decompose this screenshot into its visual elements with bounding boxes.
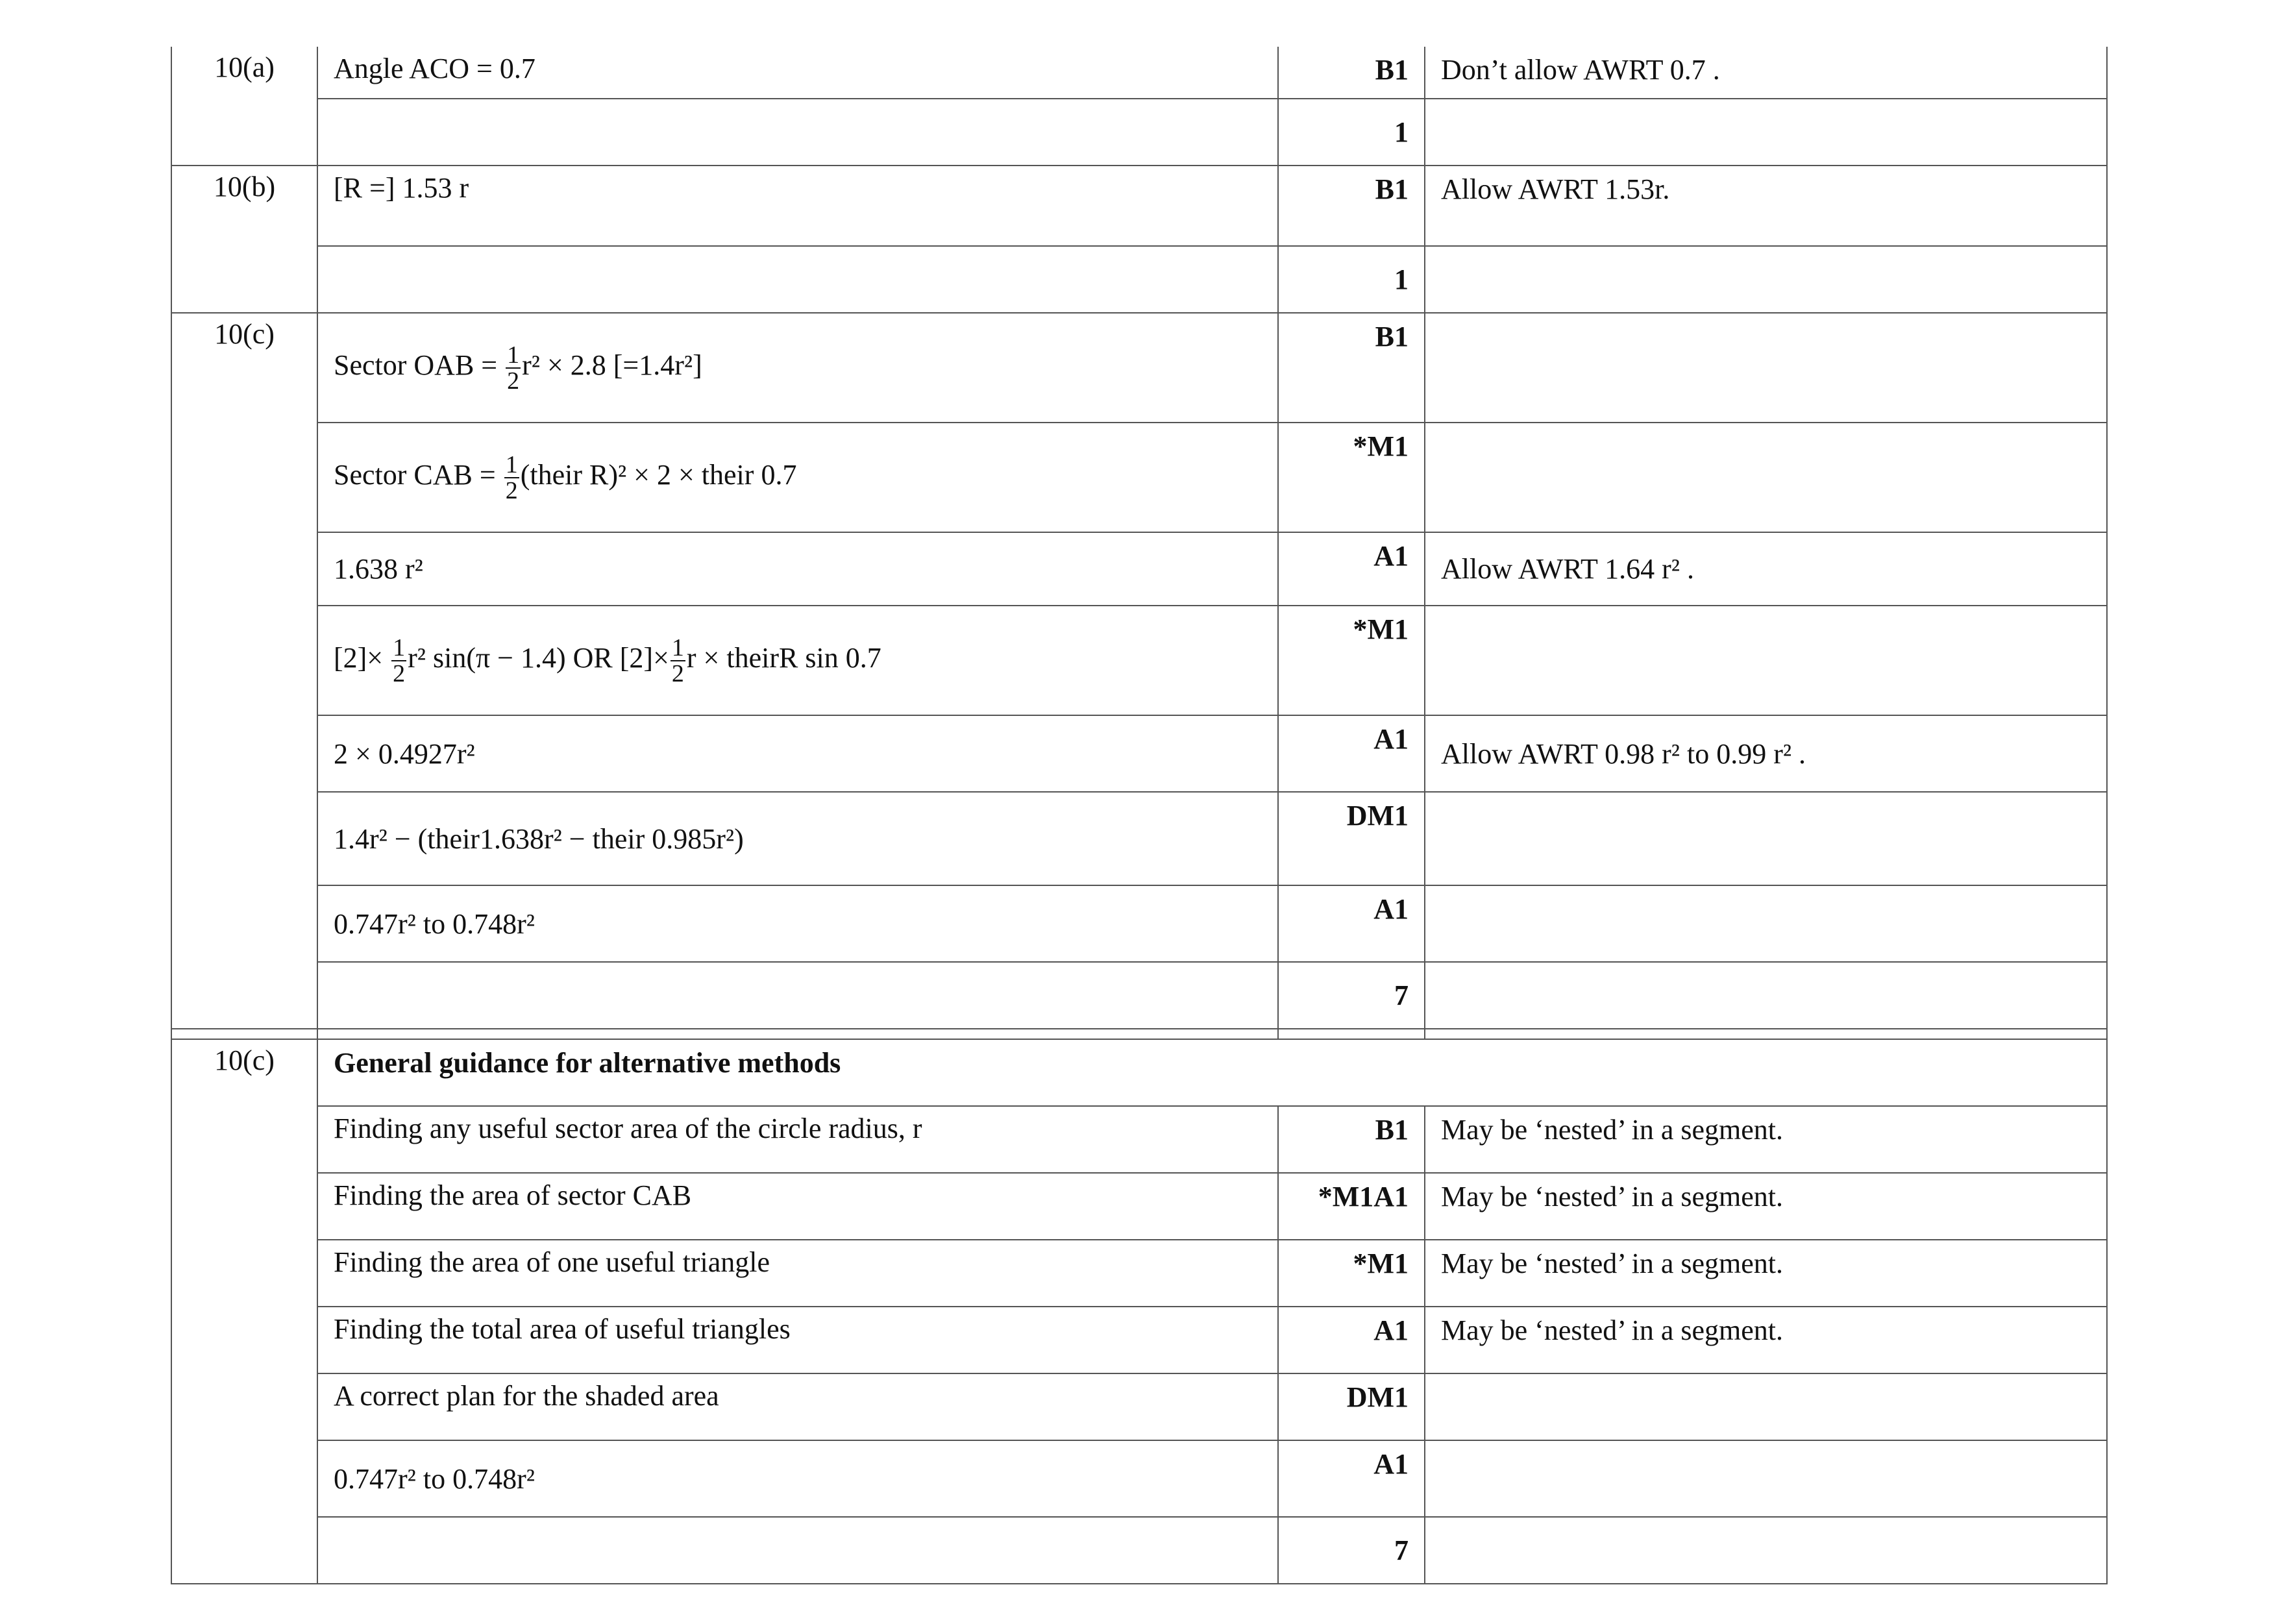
- mark-scheme-table: [171, 47, 2108, 1584]
- table-row: [171, 606, 2107, 715]
- answer-cell: Angle ACO = 0.7: [317, 47, 1278, 99]
- mark-cell: *M1: [1278, 1240, 1425, 1307]
- table-row: [171, 792, 2107, 885]
- mark-cell: A1: [1278, 885, 1425, 962]
- fraction: $\frac{1}{2}$: [671, 634, 684, 687]
- table-row: [171, 313, 2107, 423]
- question-number: 10(a): [171, 47, 317, 99]
- guidance-cell: May be ‘nested’ in a segment.: [1425, 1307, 2107, 1373]
- fraction: $\frac{1}{2}$: [507, 341, 520, 395]
- table-row: [171, 166, 2107, 246]
- mark-cell: A1: [1278, 1440, 1425, 1517]
- answer-cell: Finding the area of one useful triangle: [317, 1240, 1278, 1307]
- mark-cell: *M1A1: [1278, 1173, 1425, 1240]
- table-row: [171, 1307, 2107, 1373]
- table-row: [171, 47, 2107, 99]
- total-mark: 1: [1278, 246, 1425, 313]
- fraction: $\frac{1}{2}$: [505, 450, 518, 504]
- answer-cell: A correct plan for the shaded area: [317, 1373, 1278, 1440]
- total-mark: 7: [1278, 1517, 1425, 1584]
- guidance-cell: [1425, 1373, 2107, 1440]
- answer-cell: Sector OAB = $\frac{1}{2}$ r² × 2.8 [=1.4r²]: [317, 313, 1278, 423]
- mark-cell: *M1: [1278, 423, 1425, 532]
- mark-cell: B1: [1278, 166, 1425, 246]
- answer-cell: Finding the area of sector CAB: [317, 1173, 1278, 1240]
- mark-cell: DM1: [1278, 792, 1425, 885]
- table-row: [171, 1106, 2107, 1173]
- table-row: [171, 885, 2107, 962]
- answer-cell: Finding any useful sector area of the circle radius, r: [317, 1106, 1278, 1173]
- mark-cell: B1: [1278, 47, 1425, 99]
- guidance-cell: Don’t allow AWRT 0.7 .: [1425, 47, 2107, 99]
- mark-cell: DM1: [1278, 1373, 1425, 1440]
- question-number: 10(c): [171, 313, 317, 423]
- answer-cell: 2 × 0.4927r²: [317, 715, 1278, 792]
- answer-cell: 1.638 r²: [317, 532, 1278, 606]
- table-row: [171, 246, 2107, 313]
- answer-cell: 0.747r² to 0.748r²: [317, 1440, 1278, 1517]
- guidance-cell: May be ‘nested’ in a segment.: [1425, 1173, 2107, 1240]
- table-row: [171, 715, 2107, 792]
- guidance-cell: [1425, 792, 2107, 885]
- guidance-cell: Allow AWRT 1.64 r² .: [1425, 532, 2107, 606]
- mark-cell: B1: [1278, 313, 1425, 423]
- mark-cell: A1: [1278, 715, 1425, 792]
- guidance-cell: [1425, 606, 2107, 715]
- guidance-cell: [1425, 313, 2107, 423]
- total-mark: 1: [1278, 99, 1425, 166]
- table-row: [171, 532, 2107, 606]
- total-mark: 7: [1278, 962, 1425, 1029]
- table-row: [171, 1173, 2107, 1240]
- table-row: [171, 1373, 2107, 1440]
- guidance-cell: [1425, 423, 2107, 532]
- answer-cell: [2]× $\frac{1}{2}$ r² sin(π − 1.4) OR [2]× $\frac{1}{2}$ r × theirR sin 0.7: [317, 606, 1278, 715]
- guidance-cell: [1425, 1440, 2107, 1517]
- answer-cell: 0.747r² to 0.748r²: [317, 885, 1278, 962]
- guidance-header: General guidance for alternative methods: [317, 1039, 2107, 1106]
- table-row: [171, 1039, 2107, 1106]
- guidance-cell: [1425, 885, 2107, 962]
- answer-cell: [R =] 1.53 r: [317, 166, 1278, 246]
- answer-cell: Sector CAB = $\frac{1}{2}$ (their R)² × 2 × their 0.7: [317, 423, 1278, 532]
- answer-cell: 1.4r² − (their1.638r² − their 0.985r²): [317, 792, 1278, 885]
- mark-cell: A1: [1278, 532, 1425, 606]
- table-row: [171, 99, 2107, 166]
- guidance-cell: May be ‘nested’ in a segment.: [1425, 1240, 2107, 1307]
- table-row: [171, 423, 2107, 532]
- guidance-cell: May be ‘nested’ in a segment.: [1425, 1106, 2107, 1173]
- question-number: 10(c): [171, 1039, 317, 1106]
- table-row: [171, 962, 2107, 1029]
- mark-cell: *M1: [1278, 606, 1425, 715]
- table-row: [171, 1517, 2107, 1584]
- table-row: [171, 1240, 2107, 1307]
- table-row: [171, 1440, 2107, 1517]
- answer-cell: Finding the total area of useful triangles: [317, 1307, 1278, 1373]
- section-divider: [171, 1029, 2107, 1039]
- mark-cell: A1: [1278, 1307, 1425, 1373]
- question-number: 10(b): [171, 166, 317, 246]
- guidance-cell: Allow AWRT 0.98 r² to 0.99 r² .: [1425, 715, 2107, 792]
- mark-cell: B1: [1278, 1106, 1425, 1173]
- fraction: $\frac{1}{2}$: [393, 634, 406, 687]
- guidance-cell: Allow AWRT 1.53r.: [1425, 166, 2107, 246]
